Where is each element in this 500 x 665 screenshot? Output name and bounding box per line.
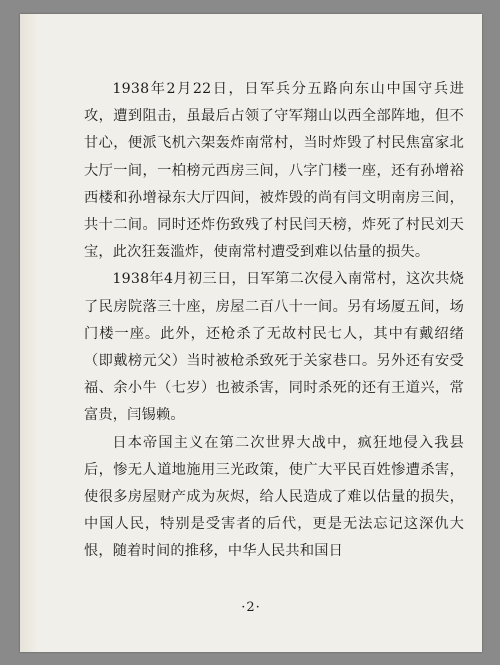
paragraph-3: 日本帝国主义在第二次世界大战中，疯狂地侵入我县后，惨无人道地施用三光政策，使广大平民百姓惨遭杀害，使很多房屋财产成为灰烬，给人民造成了难以估量的损失，中国人民，特别是受害者的后代，更是无法忘记这深仇大恨，随着时间的推移，中华人民共和国日 bbox=[84, 434, 464, 560]
paragraph-1: 1938年2月22日，日军兵分五路向东山中国守兵进攻，遭到阻击，虽最后占领了守军翔山以西全部阵地，但不甘心，便派飞机六架轰炸南常村，当时炸毁了村民焦富家北大厅一间，一柏榜元西房三间，八字门楼一座，还有孙增裕西楼和孙增禄东大厅四间，被炸毁的尚有闫文明南房三间，共十二间。同时还炸伤致残了村民闫天榜，炸死了村民刘天宝，此次狂轰滥炸，使南常村遭受到难以估量的损失。 bbox=[84, 81, 464, 261]
paragraph-2: 1938年4月初三日，日军第二次侵入南常村，这次共烧了民房院落三十座，房屋二百八十一间。另有场厦五间，场门楼一座。此外，还枪杀了无故村民七人，其中有戴绍绪（即戴榜元父）当时被枪杀致死于关家巷口。另外还有安受福、余小牛（七岁）也被杀害，同时杀死的还有王道兴，常富贵，闫锡赖。 bbox=[84, 271, 464, 424]
page-number: ·2· bbox=[241, 600, 261, 615]
document-body bbox=[84, 76, 464, 566]
document-page bbox=[20, 14, 482, 652]
